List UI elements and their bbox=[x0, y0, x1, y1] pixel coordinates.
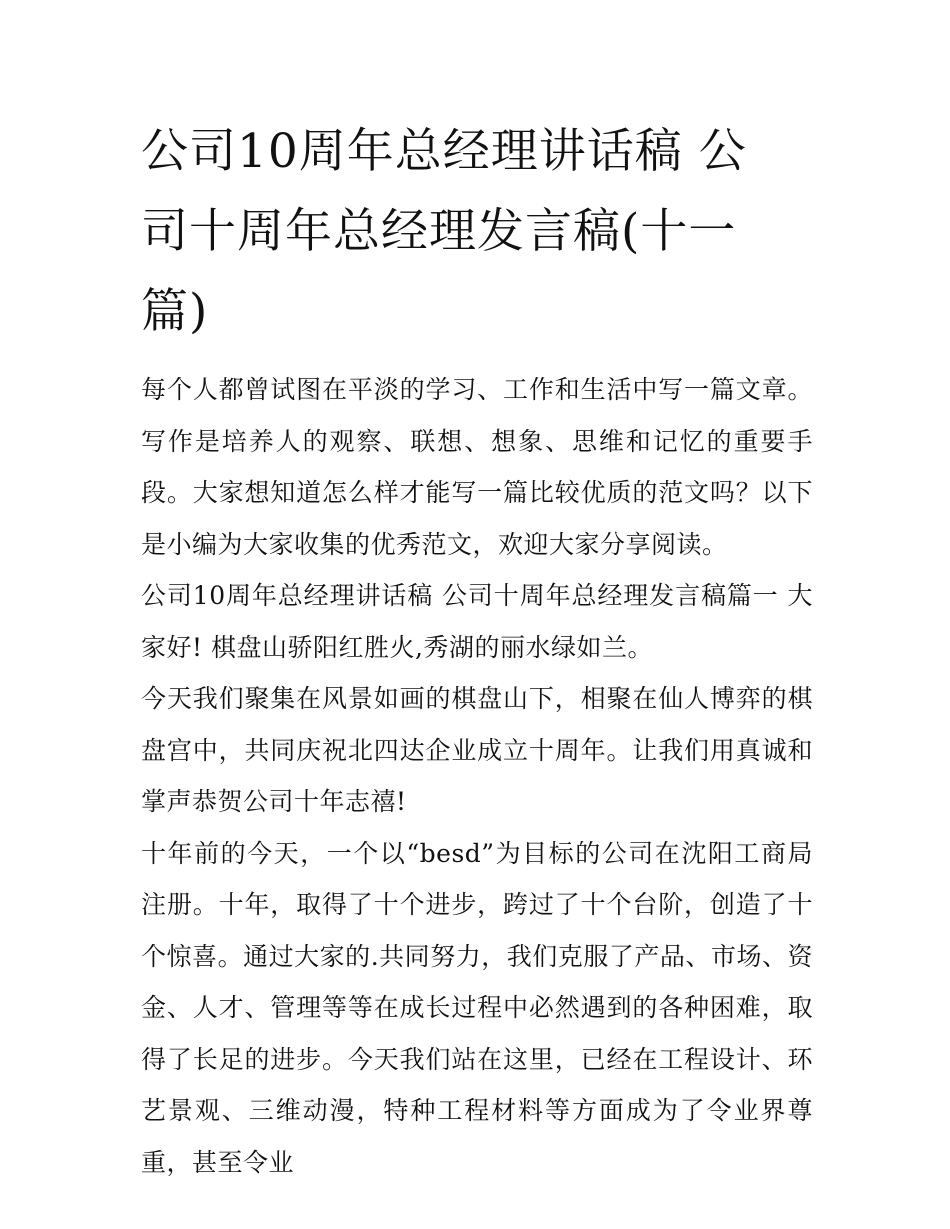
paragraph-celebration: 今天我们聚集在风景如画的棋盘山下，相聚在仙人博弈的棋盘宫中，共同庆祝北四达企业成立十周年。让我们用真诚和掌声恭贺公司十年志禧! bbox=[141, 684, 813, 816]
document-body bbox=[141, 112, 813, 1188]
paragraph-history: 十年前的今天，一个以“besd”为目标的公司在沈阳工商局注册。十年，取得了十个进步，跨过了十个台阶，创造了十个惊喜。通过大家的.共同努力，我们克服了产品、市场、资金、人才、管理等等在成长过程中必然遇到的各种困难，取得了长足的进步。今天我们站在这里，已经在工程设计、环艺景观、三维动漫，特种工程材料等方面成为了令业界尊重，甚至令业 bbox=[141, 838, 813, 1177]
document-title: 公司10周年总经理讲话稿 公司十周年总经理发言稿(十一篇) bbox=[141, 124, 747, 339]
paragraph-intro: 每个人都曾试图在平淡的学习、工作和生活中写一篇文章。写作是培养人的观察、联想、想象、思维和记忆的重要手段。大家想知道怎么样才能写一篇比较优质的范文吗？以下是小编为大家收集的优秀范文，欢迎大家分享阅读。 bbox=[141, 375, 813, 559]
paragraph-greeting: 公司10周年总经理讲话稿 公司十周年总经理发言稿篇一 大家好! 棋盘山骄阳红胜火,秀湖的丽水绿如兰。 bbox=[141, 581, 813, 662]
